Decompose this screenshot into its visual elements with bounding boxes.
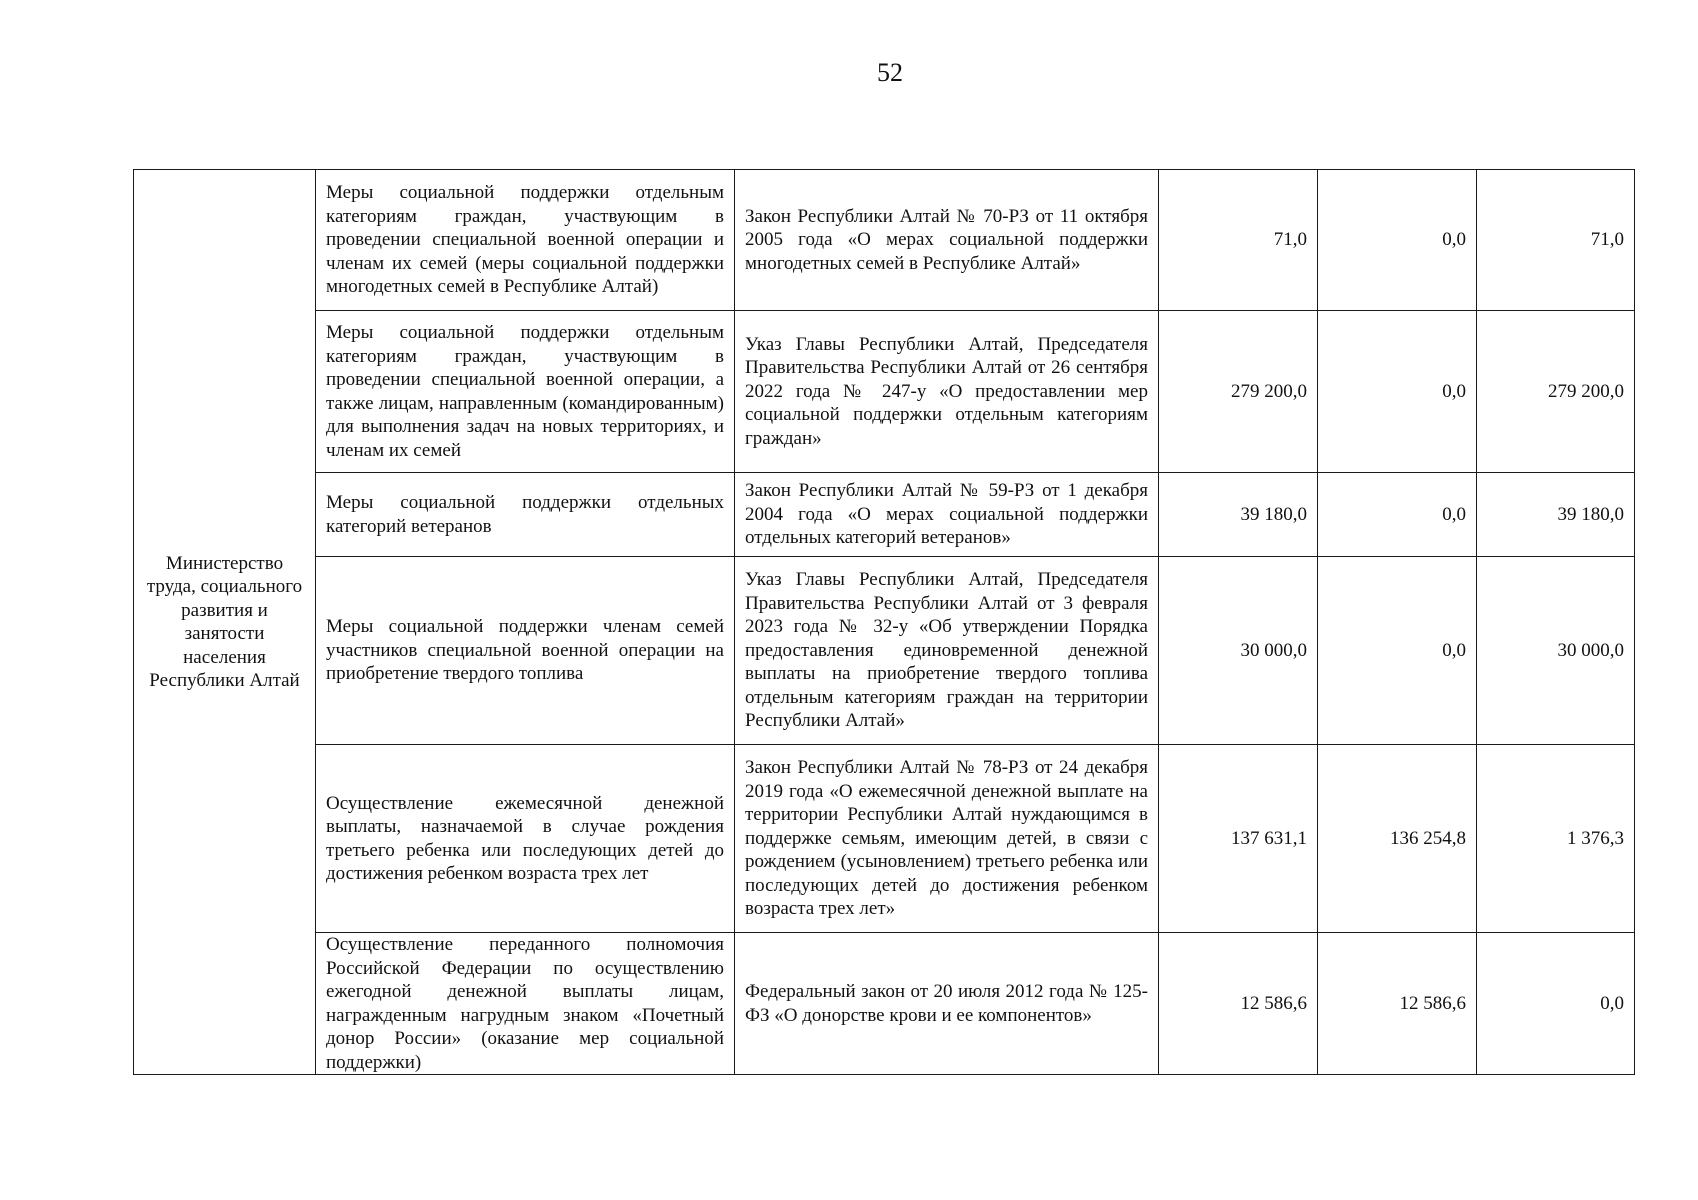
amount-regional-cell: 71,0 [1477, 170, 1635, 311]
amount-total-cell: 30 000,0 [1159, 557, 1318, 745]
amount-total-cell: 12 586,6 [1159, 933, 1318, 1075]
amount-federal-cell: 0,0 [1318, 473, 1477, 557]
measure-description-cell: Меры социальной поддержки отдельным категориям граждан, участвующим в проведении специальной военной операции, а также лицам, направленным (командированным) для выполнения задач на новых территориях, и членам их семей [316, 311, 735, 473]
amount-federal-cell: 12 586,6 [1318, 933, 1477, 1075]
measure-description-cell: Осуществление переданного полномочия Российской Федерации по осуществлению ежегодной денежной выплаты лицам, награжденным нагрудным знаком «Почетный донор России» (оказание мер социальной поддержки) [316, 933, 735, 1075]
amount-regional-cell: 30 000,0 [1477, 557, 1635, 745]
amount-federal-cell: 0,0 [1318, 557, 1477, 745]
measure-description-cell: Меры социальной поддержки членам семей участников специальной военной операции на приобретение твердого топлива [316, 557, 735, 745]
amount-total-cell: 71,0 [1159, 170, 1318, 311]
budget-table [133, 169, 1635, 1075]
amount-total-cell: 39 180,0 [1159, 473, 1318, 557]
table-row [134, 473, 1635, 557]
amount-total-cell: 279 200,0 [1159, 311, 1318, 473]
table-row [134, 170, 1635, 311]
amount-federal-cell: 0,0 [1318, 311, 1477, 473]
amount-total-cell: 137 631,1 [1159, 745, 1318, 933]
legal-basis-cell: Закон Республики Алтай № 70-РЗ от 11 октября 2005 года «О мерах социальной поддержки многодетных семей в Республике Алтай» [735, 170, 1159, 311]
table-row [134, 557, 1635, 745]
legal-basis-cell: Закон Республики Алтай № 59-РЗ от 1 декабря 2004 года «О мерах социальной поддержки отдельных категорий ветеранов» [735, 473, 1159, 557]
page-number: 52 [877, 58, 903, 87]
legal-basis-cell: Федеральный закон от 20 июля 2012 года № 125-ФЗ «О донорстве крови и ее компонентов» [735, 933, 1159, 1075]
legal-basis-cell: Указ Главы Республики Алтай, Председателя Правительства Республики Алтай от 3 февраля 2023 года № 32-у «Об утверждении Порядка предоставления единовременной денежной выплаты на приобретение твердого топлива отдельным категориям граждан на территории Республики Алтай» [735, 557, 1159, 745]
amount-regional-cell: 0,0 [1477, 933, 1635, 1075]
table-row [134, 311, 1635, 473]
legal-basis-cell: Закон Республики Алтай № 78-РЗ от 24 декабря 2019 года «О ежемесячной денежной выплате на территории Республики Алтай нуждающимся в поддержке семьям, имеющим детей, в связи с рождением (усыновлением) третьего ребенка или последующих детей до достижения ребенком возраста трех лет» [735, 745, 1159, 933]
table-row [134, 745, 1635, 933]
measure-description-cell: Осуществление ежемесячной денежной выплаты, назначаемой в случае рождения третьего ребенка или последующих детей до достижения ребенком возраста трех лет [316, 745, 735, 933]
table-row [134, 933, 1635, 1075]
amount-federal-cell: 0,0 [1318, 170, 1477, 311]
amount-regional-cell: 1 376,3 [1477, 745, 1635, 933]
amount-regional-cell: 279 200,0 [1477, 311, 1635, 473]
measure-description-cell: Меры социальной поддержки отдельных категорий ветеранов [316, 473, 735, 557]
legal-basis-cell: Указ Главы Республики Алтай, Председателя Правительства Республики Алтай от 26 сентября 2022 года № 247-у «О предоставлении мер социальной поддержки отдельным категориям граждан» [735, 311, 1159, 473]
amount-federal-cell: 136 254,8 [1318, 745, 1477, 933]
amount-regional-cell: 39 180,0 [1477, 473, 1635, 557]
organization-cell: Министерство труда, социального развития и занятости населения Республики Алтай [134, 170, 316, 1075]
measure-description-cell: Меры социальной поддержки отдельным категориям граждан, участвующим в проведении специальной военной операции и членам их семей (меры социальной поддержки многодетных семей в Республике Алтай) [316, 170, 735, 311]
